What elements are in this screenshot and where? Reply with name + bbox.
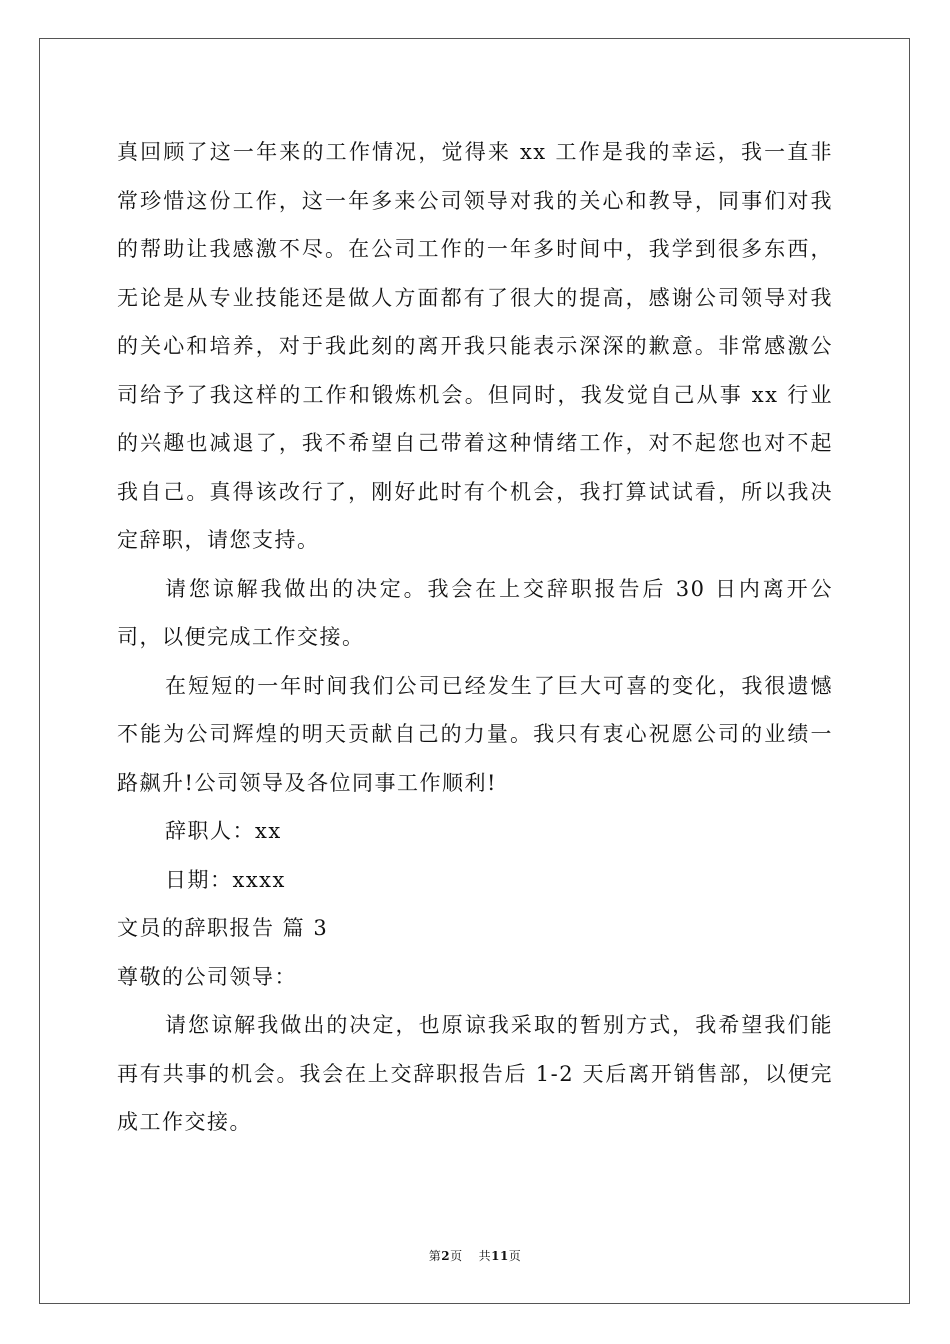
total-prefix: 共 bbox=[478, 1249, 492, 1263]
section-title: 文员的辞职报告 篇 3 bbox=[117, 916, 329, 940]
page-prefix: 第 bbox=[428, 1249, 442, 1263]
document-body bbox=[117, 128, 833, 1147]
total-suffix: 页 bbox=[508, 1249, 522, 1263]
page-footer bbox=[0, 1248, 950, 1264]
paragraph-2: 请您谅解我做出的决定。我会在上交辞职报告后 30 日内离开公司，以便完成工作交接。 bbox=[117, 576, 833, 649]
paragraph-1: 真回顾了这一年来的工作情况，觉得来 xx 工作是我的幸运，我一直非常珍惜这份工作，这一年多来公司领导对我的关心和教导，同事们对我的帮助让我感激不尽。在公司工作的一年多时间中，我学到很多东西，无论是从专业技能还是做人方面都有了很大的提高，感谢公司领导对我的关心和培养，对于我此刻的离开我只能表示深深的歉意。非常感激公司给予了我这样的工作和锻炼机会。但同时，我发觉自己从事 xx 行业的兴趣也减退了，我不希望自己带着这种情绪工作，对不起您也对不起我自己。真得该改行了，刚好此时有个机会，我打算试试看，所以我决定辞职，请您支持。 bbox=[117, 140, 833, 552]
page-number: 2 bbox=[441, 1249, 451, 1263]
date-line: 日期：xxxx bbox=[165, 867, 286, 892]
paragraph-4: 请您谅解我做出的决定，也原谅我采取的暂别方式，我希望我们能再有共事的机会。我会在上交辞职报告后 1-2 天后离开销售部，以便完成工作交接。 bbox=[117, 1013, 833, 1134]
paragraph-3: 在短短的一年时间我们公司已经发生了巨大可喜的变化，我很遗憾不能为公司辉煌的明天贡献自己的力量。我只有衷心祝愿公司的业绩一路飙升!公司领导及各位同事工作顺利! bbox=[117, 673, 833, 795]
salutation: 尊敬的公司领导： bbox=[117, 964, 297, 989]
signature-line: 辞职人：xx bbox=[165, 819, 282, 843]
page-suffix: 页 bbox=[450, 1249, 463, 1263]
total-pages: 11 bbox=[491, 1249, 509, 1263]
